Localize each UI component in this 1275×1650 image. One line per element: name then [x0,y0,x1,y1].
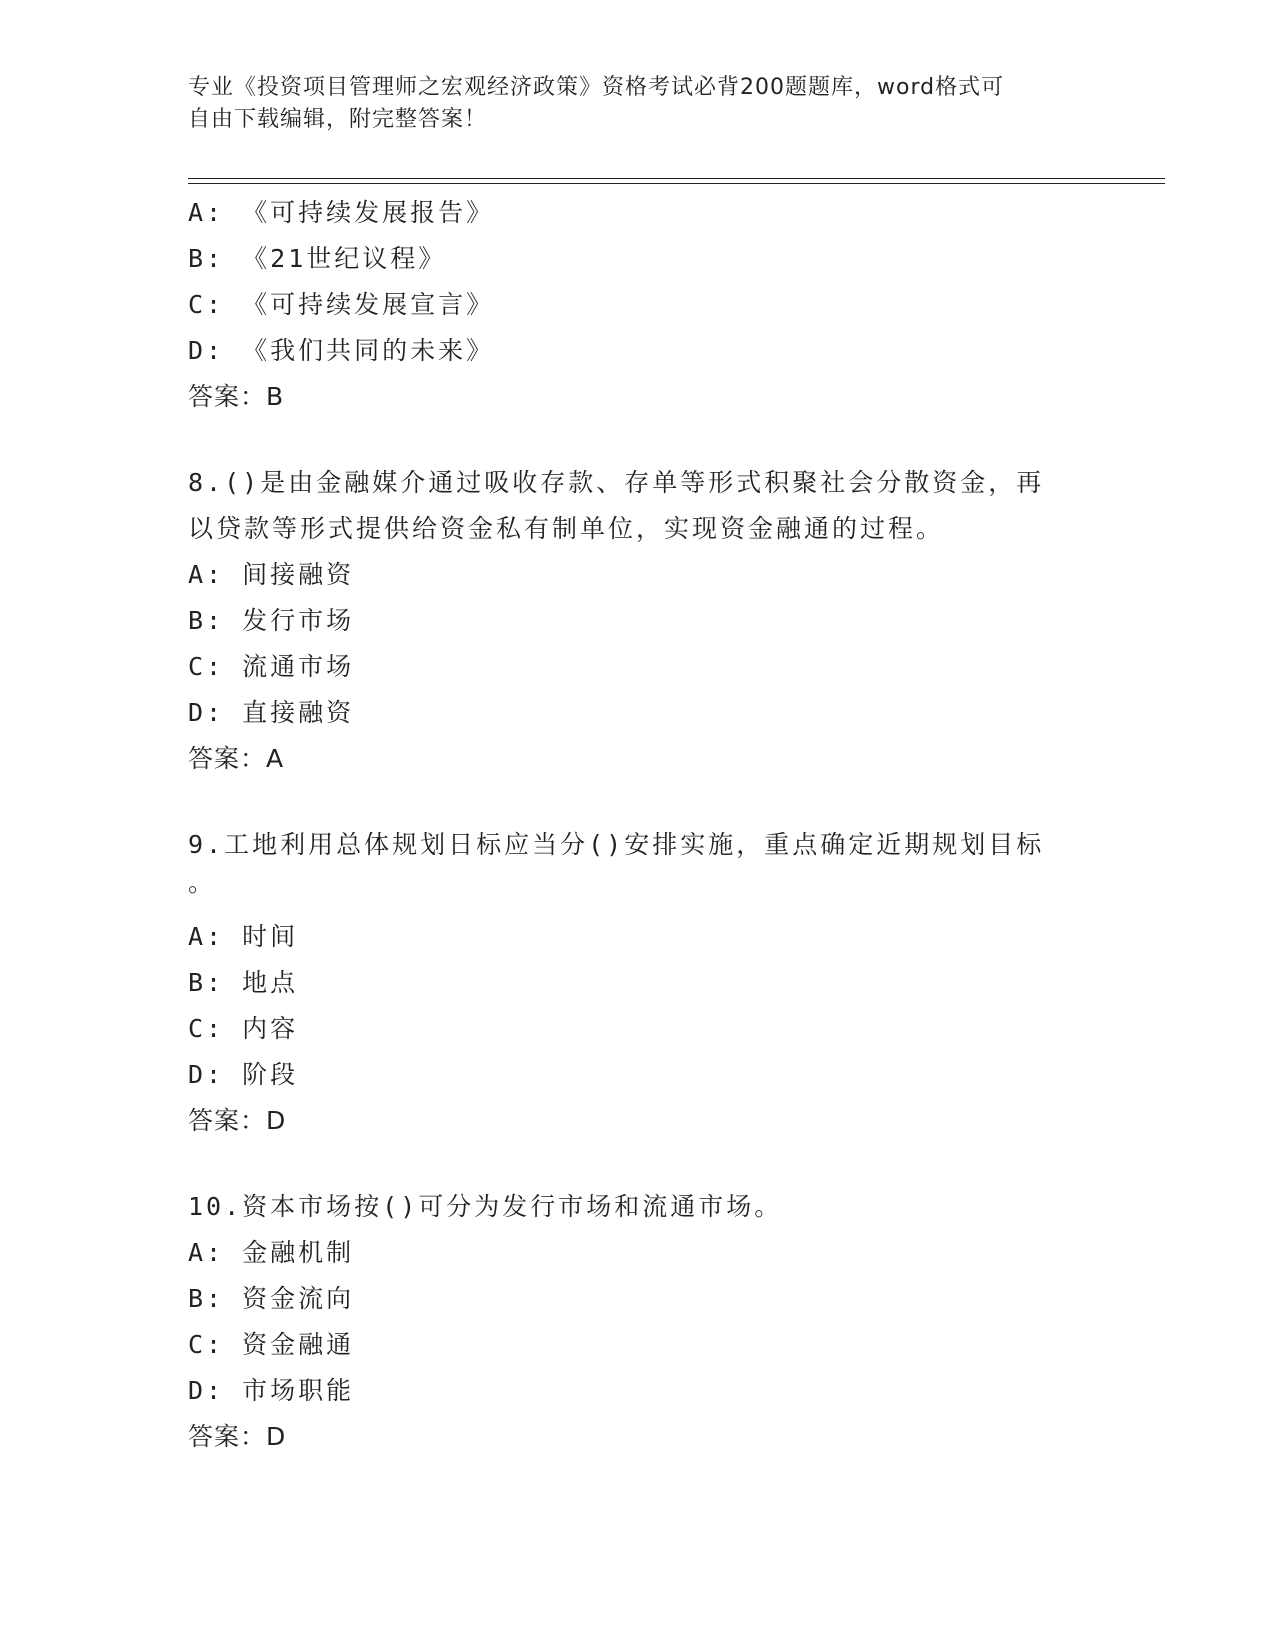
question-9 [188,822,1088,1144]
option-a: A: 间接融资 [188,560,355,589]
option-a: A: 《可持续发展报告》 [188,198,495,227]
option-b: B: 《21世纪议程》 [188,244,447,273]
option-b: B: 资金流向 [188,1284,355,1313]
question-stem-line-2: 以贷款等形式提供给资金私有制单位，实现资金融通的过程。 [188,514,945,543]
option-b: B: 地点 [188,968,299,997]
option-c: C: 《可持续发展宣言》 [188,290,495,319]
document-header [188,72,1068,136]
answer-line: 答案：B [188,382,285,411]
option-d: D: 市场职能 [188,1376,355,1405]
spacer [188,420,1088,460]
header-line-1: 专业《投资项目管理师之宏观经济政策》资格考试必背200题题库，word格式可 [188,75,1005,100]
answer-line: 答案：D [188,1106,287,1135]
option-c: C: 资金融通 [188,1330,355,1359]
question-list [188,190,1088,1460]
option-d: D: 直接融资 [188,698,355,727]
option-c: C: 流通市场 [188,652,355,681]
question-10 [188,1184,1088,1460]
question-7 [188,190,1088,420]
question-8 [188,460,1088,782]
option-b: B: 发行市场 [188,606,355,635]
answer-line: 答案：A [188,744,285,773]
header-divider-top [188,178,1165,179]
question-stem-line-2: 。 [188,868,217,897]
spacer [188,782,1088,822]
spacer [188,1144,1088,1184]
question-stem-line-1: 10.资本市场按()可分为发行市场和流通市场。 [188,1192,783,1221]
question-stem-line-1: 8.()是由金融媒介通过吸收存款、存单等形式积聚社会分散资金，再 [188,468,1045,497]
answer-line: 答案：D [188,1422,287,1451]
header-divider-bottom [188,183,1165,184]
header-line-2: 自由下载编辑，附完整答案！ [188,107,488,132]
option-d: D: 阶段 [188,1060,299,1089]
option-d: D: 《我们共同的未来》 [188,336,495,365]
option-a: A: 时间 [188,922,299,951]
option-a: A: 金融机制 [188,1238,355,1267]
question-stem-line-1: 9.工地利用总体规划日标应当分()安排实施，重点确定近期规划目标 [188,830,1045,859]
option-c: C: 内容 [188,1014,299,1043]
